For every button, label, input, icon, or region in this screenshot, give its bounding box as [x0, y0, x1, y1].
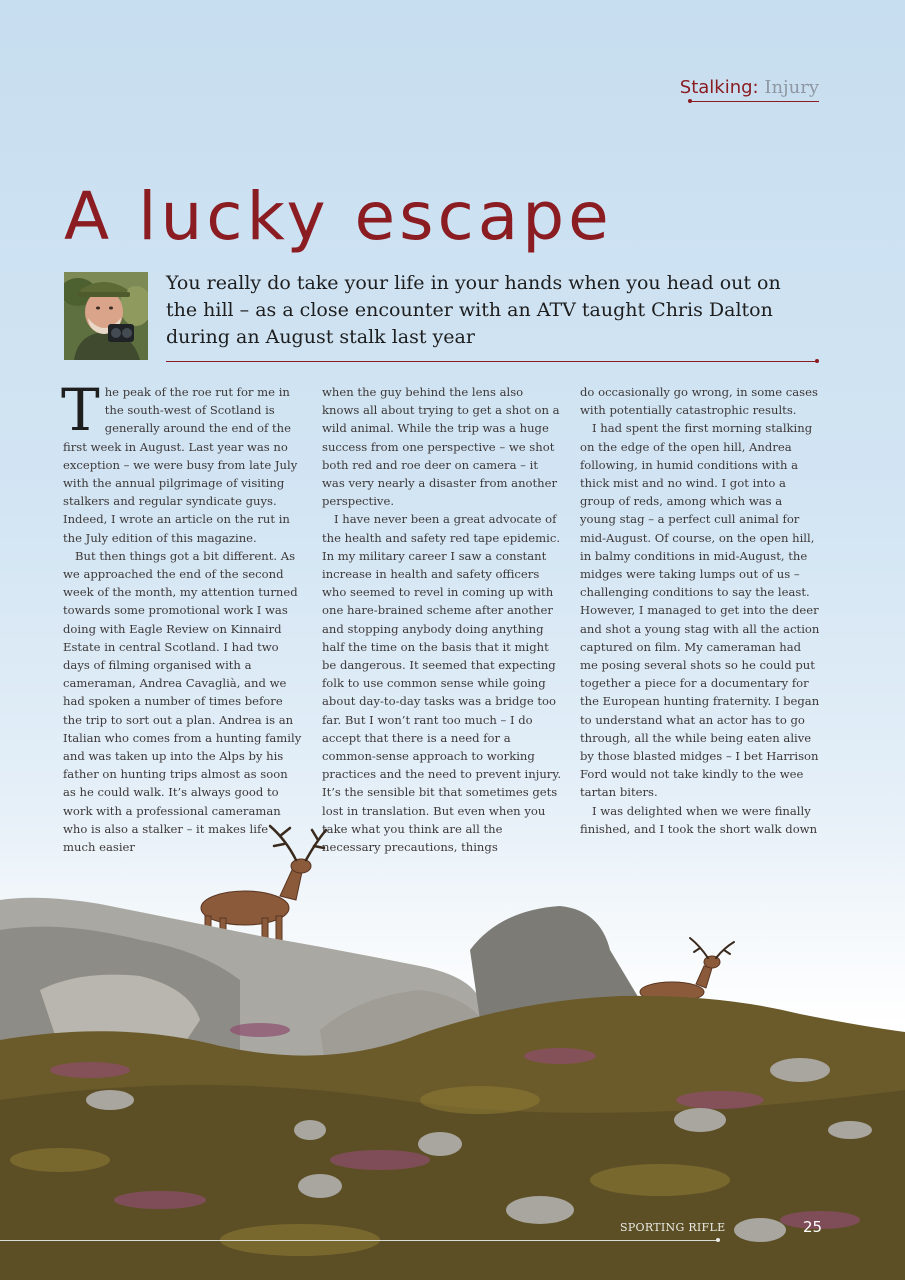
article-headline: A lucky escape [64, 178, 613, 255]
section-subject: Injury [764, 77, 819, 98]
body-paragraph: I was delighted when we were finally finished, and I took the short walk down [580, 803, 818, 836]
body-paragraph: I had spent the first morning stalking on the edge of the open hill, Andrea following, in humid conditions with a thick mist and no wind. I got into a group of reds, among which was a young stag – a perfect cull animal for mid-August. Of course, on the open hill, in balmy conditions in mid-August, the midges were taking lumps out of us – challenging conditions to say the least. However, I managed to get into the deer and shot a young stag with all the action captured on film. My cameraman had me posing several shots so he could put together a piece for a documentary for the European hunting fraternity. I began to understand what an actor has to go through, all the while being eaten alive by those blasted midges – I bet Harrison Ford would not take kindly to the wee tartan biters. [580, 421, 820, 800]
body-paragraph-text: he peak of the roe rut for me in the south-west of Scotland is generally around the end of the first week in August. Last year was no exception – we were busy from late July with the annual pilgrimage of visiting stalkers and regular syndicate guys. Indeed, I wrote an article on the rut in the July edition of this magazine. [63, 385, 298, 545]
page-number: 25 [803, 1218, 823, 1236]
section-name: Stalking: [679, 77, 759, 98]
footer-magazine-name: SPORTING RIFLE [620, 1221, 726, 1234]
hillside-stags-photo [0, 800, 905, 1280]
body-paragraph: do occasionally go wrong, in some cases with potentially catastrophic results. [580, 385, 818, 418]
stag-left-antlers [270, 826, 326, 860]
standfirst-dot [815, 359, 819, 363]
article-standfirst: You really do take your life in your hands when you head out on the hill – as a close encounter with an ATV taught Chris Dalton during an August stalk last year [166, 272, 781, 348]
body-paragraph: But then things got a bit different. As we approached the end of the second week of the month, my attention turned towards some promotional work I was doing with Eagle Review on Kinnaird Estate in central Scotland. I had two days of filming organised with a cameraman, Andrea Cavaglià, and we had spoken a number of times before the trip to sort out a plan. Andrea is an Italian who comes from a hunting family and was taken up into the Alps by his father on hunting trips almost as soon as he could walk. It’s always good to work with a professional cameraman who is also a stalker – it makes life much easier [63, 548, 302, 855]
standfirst-rule [166, 361, 817, 362]
body-column-3 [580, 383, 820, 838]
footer-rule [0, 1240, 718, 1241]
hillside-illustration [0, 800, 905, 1280]
body-column-2 [322, 383, 562, 856]
body-paragraph [61, 376, 303, 547]
section-tag [680, 77, 819, 98]
author-photo [64, 272, 148, 360]
footer-dot [716, 1238, 720, 1242]
body-paragraph: when the guy behind the lens also knows all about trying to get a shot on a wild animal. While the trip was a huge success from one perspective – we shot both red and roe deer on camera – it was very nearly a disaster from another perspective. [322, 385, 560, 509]
body-paragraph: I have never been a great advocate of the health and safety red tape epidemic. In my military career I saw a constant increase in health and safety officers who seemed to revel in coming up with one hare-brained scheme after another and stopping anybody doing anything half the time on the basis that it might be dangerous. It seemed that expecting folk to use common sense while going about day-to-day tasks was a bridge too far. But I won’t rant too much – I do accept that there is a need for a common-sense approach to working practices and the need to prevent injury. It’s the sensible bit that sometimes gets lost in translation. But even when you take what you think are all the necessary precautions, things [322, 512, 562, 855]
section-tag-dot [688, 99, 692, 103]
drop-cap: T [61, 376, 100, 444]
author-portrait-image [64, 272, 148, 360]
body-column-1 [61, 376, 303, 856]
stag-right-antlers [690, 938, 734, 958]
section-tag-rule [690, 101, 819, 102]
stag-right [640, 956, 720, 1002]
